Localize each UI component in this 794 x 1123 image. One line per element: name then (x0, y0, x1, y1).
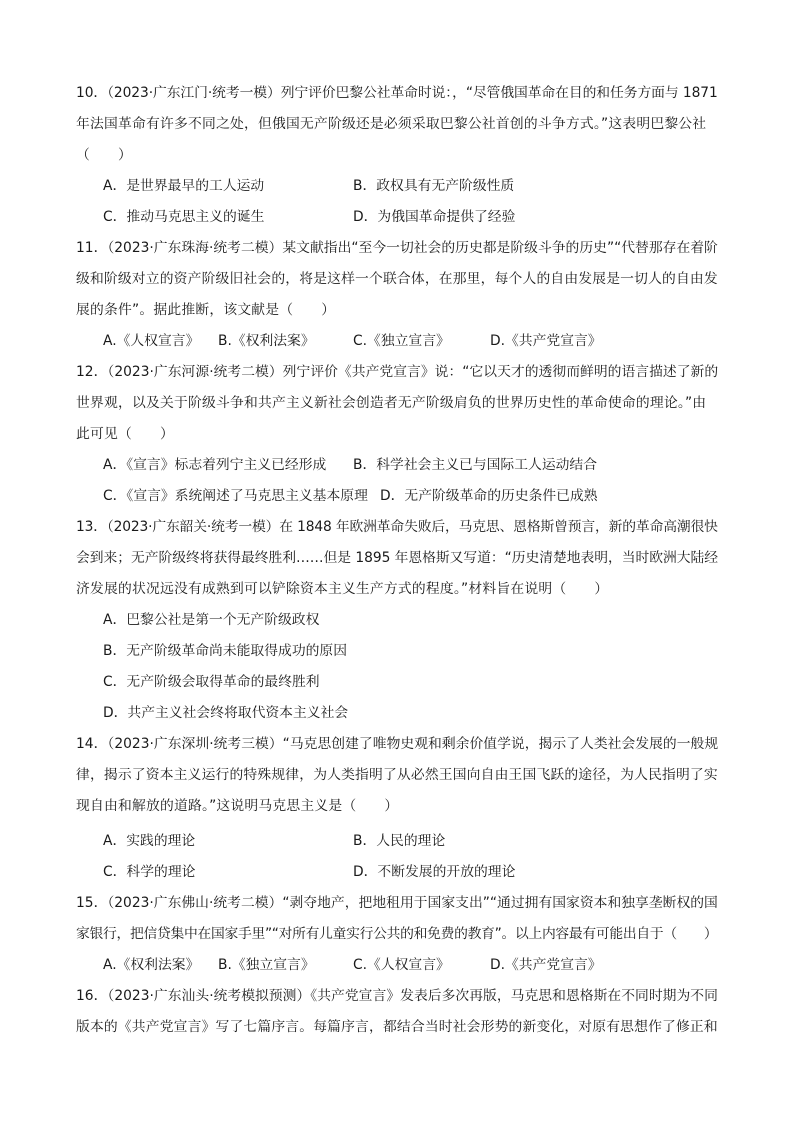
q10-stem-line-2: 年法国革命有许多不同之处，但俄国无产阶级还是必须采取巴黎公社首创的斗争方式。”这表明巴黎公社 (76, 116, 707, 132)
q14-stem-line-2: 律，揭示了资本主义运行的特殊规律，为人类指明了从必然王国向自由王国飞跃的途径，为人民指明了实 (76, 767, 718, 783)
q12-option-d: D．无产阶级革命的历史条件已成熟 (380, 488, 598, 504)
q11-option-c: C.《独立宣言》 (353, 333, 450, 349)
q11-stem-line-2: 级和阶级对立的资产阶级旧社会的，将是这样一个联合体，在那里，每个人的自由发展是一切人的自由发 (76, 271, 718, 287)
q10-option-d: D．为俄国革命提供了经验 (353, 209, 516, 225)
q14-stem-line-1: 14．（2023·广东深圳·统考三模）“马克思创建了唯物史观和剩余价值学说，揭示了人类社会发展的一般规 (76, 736, 719, 752)
q11-stem-line-1: 11．（2023·广东珠海·统考二模）某文献指出“至今一切社会的历史都是阶级斗争的历史”“代替那存在着阶 (76, 240, 718, 256)
q15-option-c: C.《人权宣言》 (353, 957, 450, 973)
q14-option-d: D．不断发展的开放的理论 (353, 864, 516, 880)
q14-option-c: C．科学的理论 (103, 864, 196, 880)
q16-stem-line-2: 版本的《共产党宣言》写了七篇序言。每篇序言，都结合当时社会形势的新变化，对原有思想作了修正和 (76, 1019, 718, 1035)
q10-option-b: B．政权具有无产阶级性质 (353, 178, 515, 194)
q12-option-c: C．《宣言》系统阐述了马克思主义基本原理 (103, 488, 368, 504)
q11-stem-line-3: 展的条件”。据此推断，该文献是（ ） (76, 302, 336, 318)
q10-stem-line-3: （ ） (76, 147, 132, 163)
q10-stem-line-1: 10．（2023·广东江门·统考一模）列宁评价巴黎公社革命时说：，“尽管俄国革命在目的和任务方面与 1871 (76, 85, 718, 101)
q15-option-d: D.《共产党宣言》 (490, 957, 602, 973)
q12-stem-line-1: 12．（2023·广东河源·统考二模）列宁评价《共产党宣言》说：“它以天才的透彻而鲜明的语言描述了新的 (76, 364, 719, 380)
q10-option-a: A．是世界最早的工人运动 (103, 178, 265, 194)
q12-stem-line-3: 此可见（ ） (76, 426, 174, 442)
q12-option-a: A．《宣言》标志着列宁主义已经形成 (103, 457, 327, 473)
q13-option-b: B．无产阶级革命尚未能取得成功的原因 (103, 643, 348, 659)
q11-option-d: D.《共产党宣言》 (490, 333, 602, 349)
q13-stem-line-1: 13．（2023·广东韶关·统考一模）在 1848 年欧洲革命失败后，马克思、恩格斯曾预言，新的革命高潮很快 (76, 519, 718, 535)
q16-stem-line-1: 16．（2023·广东汕头·统考模拟预测）《共产党宣言》发表后多次再版，马克思和恩格斯在不同时期为不同 (76, 988, 718, 1004)
q13-option-a: A．巴黎公社是第一个无产阶级政权 (103, 612, 320, 628)
q11-option-a: A.《人权宣言》 (103, 333, 200, 349)
q14-option-a: A．实践的理论 (103, 833, 196, 849)
q15-option-b: B.《独立宣言》 (218, 957, 315, 973)
q15-stem-line-1: 15．（2023·广东佛山·统考二模）“剥夺地产，把地租用于国家支出”“通过拥有国家资本和独享垄断权的国 (76, 895, 718, 911)
q12-stem-line-2: 世界观，以及关于阶级斗争和共产主义新社会创造者无产阶级肩负的世界历史性的革命使命的理论。”由 (76, 395, 707, 411)
q15-option-a: A.《权利法案》 (103, 957, 200, 973)
q13-stem-line-3: 济发展的状况远没有成熟到可以铲除资本主义生产方式的程度。”材料旨在说明（ ） (76, 581, 609, 597)
q15-stem-line-2: 家银行，把信贷集中在国家手里”“对所有儿童实行公共的和免费的教育”。以上内容最有可能出自于（ ） (76, 926, 718, 942)
q13-option-d: D．共产主义社会终将取代资本主义社会 (103, 705, 349, 721)
q14-option-b: B．人民的理论 (353, 833, 446, 849)
q12-option-b: B．科学社会主义已与国际工人运动结合 (353, 457, 598, 473)
q14-stem-line-3: 现自由和解放的道路。”这说明马克思主义是（ ） (76, 798, 399, 814)
q11-option-b: B.《权利法案》 (218, 333, 315, 349)
q13-option-c: C．无产阶级会取得革命的最终胜利 (103, 674, 320, 690)
q10-option-c: C．推动马克思主义的诞生 (103, 209, 265, 225)
q13-stem-line-2: 会到来；无产阶级终将获得最终胜利……但是 1895 年恩格斯又写道：“历史清楚地表明，当时欧洲大陆经 (76, 550, 719, 566)
